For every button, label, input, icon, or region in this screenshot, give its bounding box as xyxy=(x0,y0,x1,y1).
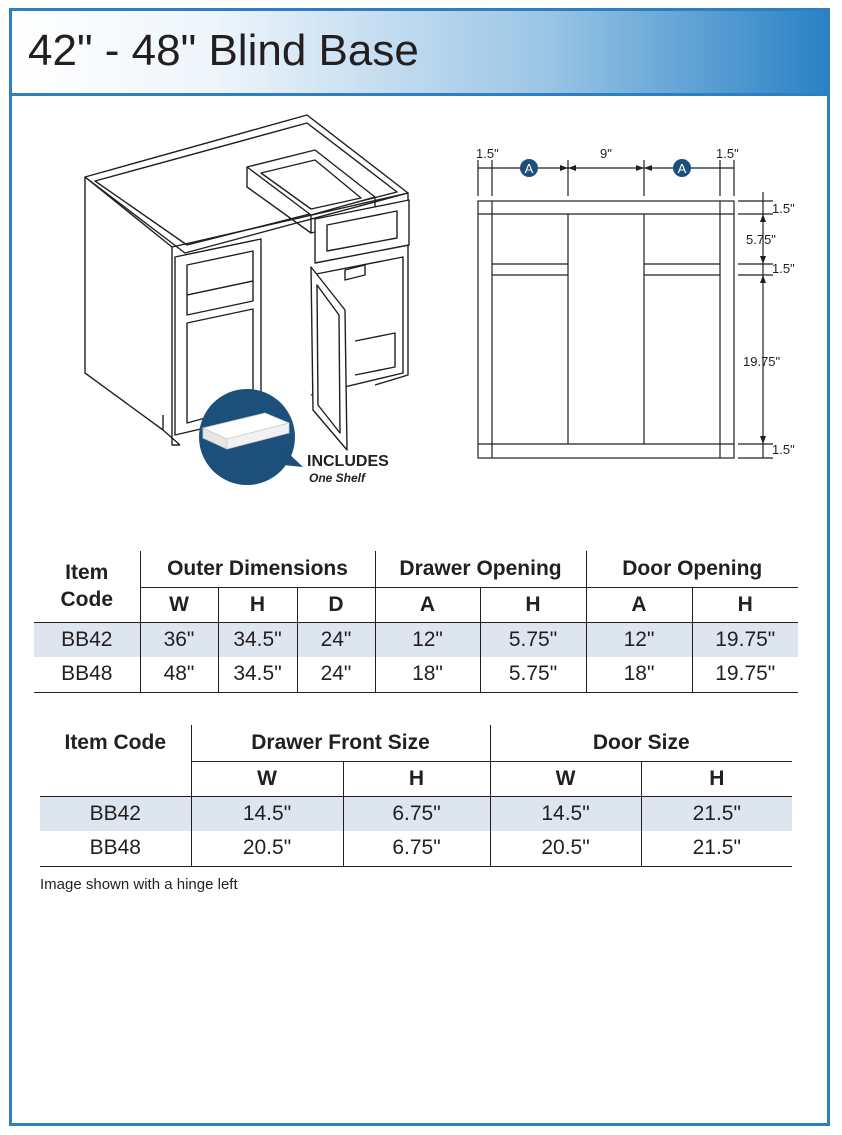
cell: BB42 xyxy=(34,622,140,657)
subheader-door-w: W xyxy=(490,761,641,796)
cell: BB48 xyxy=(89,836,141,860)
cell: 5.75" xyxy=(480,657,586,692)
table-row xyxy=(40,831,792,866)
cell: 24" xyxy=(297,622,375,657)
cell: 24" xyxy=(297,657,375,692)
table-row xyxy=(34,622,798,657)
table-row xyxy=(40,796,792,831)
cell: 48" xyxy=(140,657,218,692)
cell: 12" xyxy=(586,622,692,657)
subheader-door-a: A xyxy=(586,587,692,622)
dim-side-5: 1.5" xyxy=(772,442,795,457)
cell: 6.75" xyxy=(343,831,490,866)
subheader-d: D xyxy=(297,587,375,622)
item-code-spacer xyxy=(40,761,191,796)
callout-includes: INCLUDES xyxy=(307,453,389,470)
item-header-line1: Item xyxy=(65,561,109,585)
cell: BB48 xyxy=(61,662,113,686)
marker-a-left-label: A xyxy=(524,161,534,176)
subheader-door-h: H xyxy=(692,587,798,622)
cabinet-illustration xyxy=(75,105,415,495)
item-code-header-2: Item Code xyxy=(64,731,166,754)
subheader-drawer-w: W xyxy=(191,761,343,796)
dim-top-right: 1.5" xyxy=(716,146,739,161)
dim-side-2: 5.75" xyxy=(746,232,776,247)
component-size-table xyxy=(40,725,792,867)
subheader-drawer-a: A xyxy=(375,587,480,622)
cell: 18" xyxy=(375,657,480,692)
outer-dimensions-header: Outer Dimensions xyxy=(140,551,375,587)
subheader-door-h: H xyxy=(641,761,792,796)
cell: 20.5" xyxy=(191,831,343,866)
cell: 14.5" xyxy=(490,796,641,831)
cell: 12" xyxy=(375,622,480,657)
callout-one-shelf: One Shelf xyxy=(309,471,366,485)
cell: 34.5" xyxy=(218,622,297,657)
cell: 18" xyxy=(586,657,692,692)
dim-top-center: 9" xyxy=(600,146,612,161)
marker-a-right-label: A xyxy=(677,161,687,176)
cell: 5.75" xyxy=(480,622,586,657)
cell: 19.75" xyxy=(692,622,798,657)
cell: 6.75" xyxy=(343,796,490,831)
page-title: 42" - 48" Blind Base xyxy=(28,26,419,75)
cell: 34.5" xyxy=(218,657,297,692)
drawer-opening-header: Drawer Opening xyxy=(375,551,586,587)
item-code-header xyxy=(34,551,140,622)
table-row xyxy=(34,657,798,692)
subheader-w: W xyxy=(140,587,218,622)
dim-side-3: 1.5" xyxy=(772,261,795,276)
opening-dimensions-table xyxy=(34,551,798,693)
front-elevation-diagram xyxy=(468,140,798,465)
cell: 14.5" xyxy=(191,796,343,831)
dim-top-left: 1.5" xyxy=(476,146,499,161)
cell: 21.5" xyxy=(641,796,792,831)
subheader-drawer-h: H xyxy=(480,587,586,622)
cell: BB42 xyxy=(40,796,191,831)
subheader-drawer-h: H xyxy=(343,761,490,796)
dim-side-1: 1.5" xyxy=(772,201,795,216)
cell: 19.75" xyxy=(692,657,798,692)
cell: 36" xyxy=(140,622,218,657)
cell: 21.5" xyxy=(641,831,792,866)
cell: 20.5" xyxy=(490,831,641,866)
hinge-note: Image shown with a hinge left xyxy=(40,876,238,893)
title-rule xyxy=(12,93,827,96)
item-header-line2: Code xyxy=(60,588,113,612)
door-opening-header: Door Opening xyxy=(586,551,798,587)
door-size-header: Door Size xyxy=(490,725,792,761)
drawer-front-size-header: Drawer Front Size xyxy=(191,725,490,761)
dim-side-4: 19.75" xyxy=(743,354,781,369)
subheader-h: H xyxy=(218,587,297,622)
